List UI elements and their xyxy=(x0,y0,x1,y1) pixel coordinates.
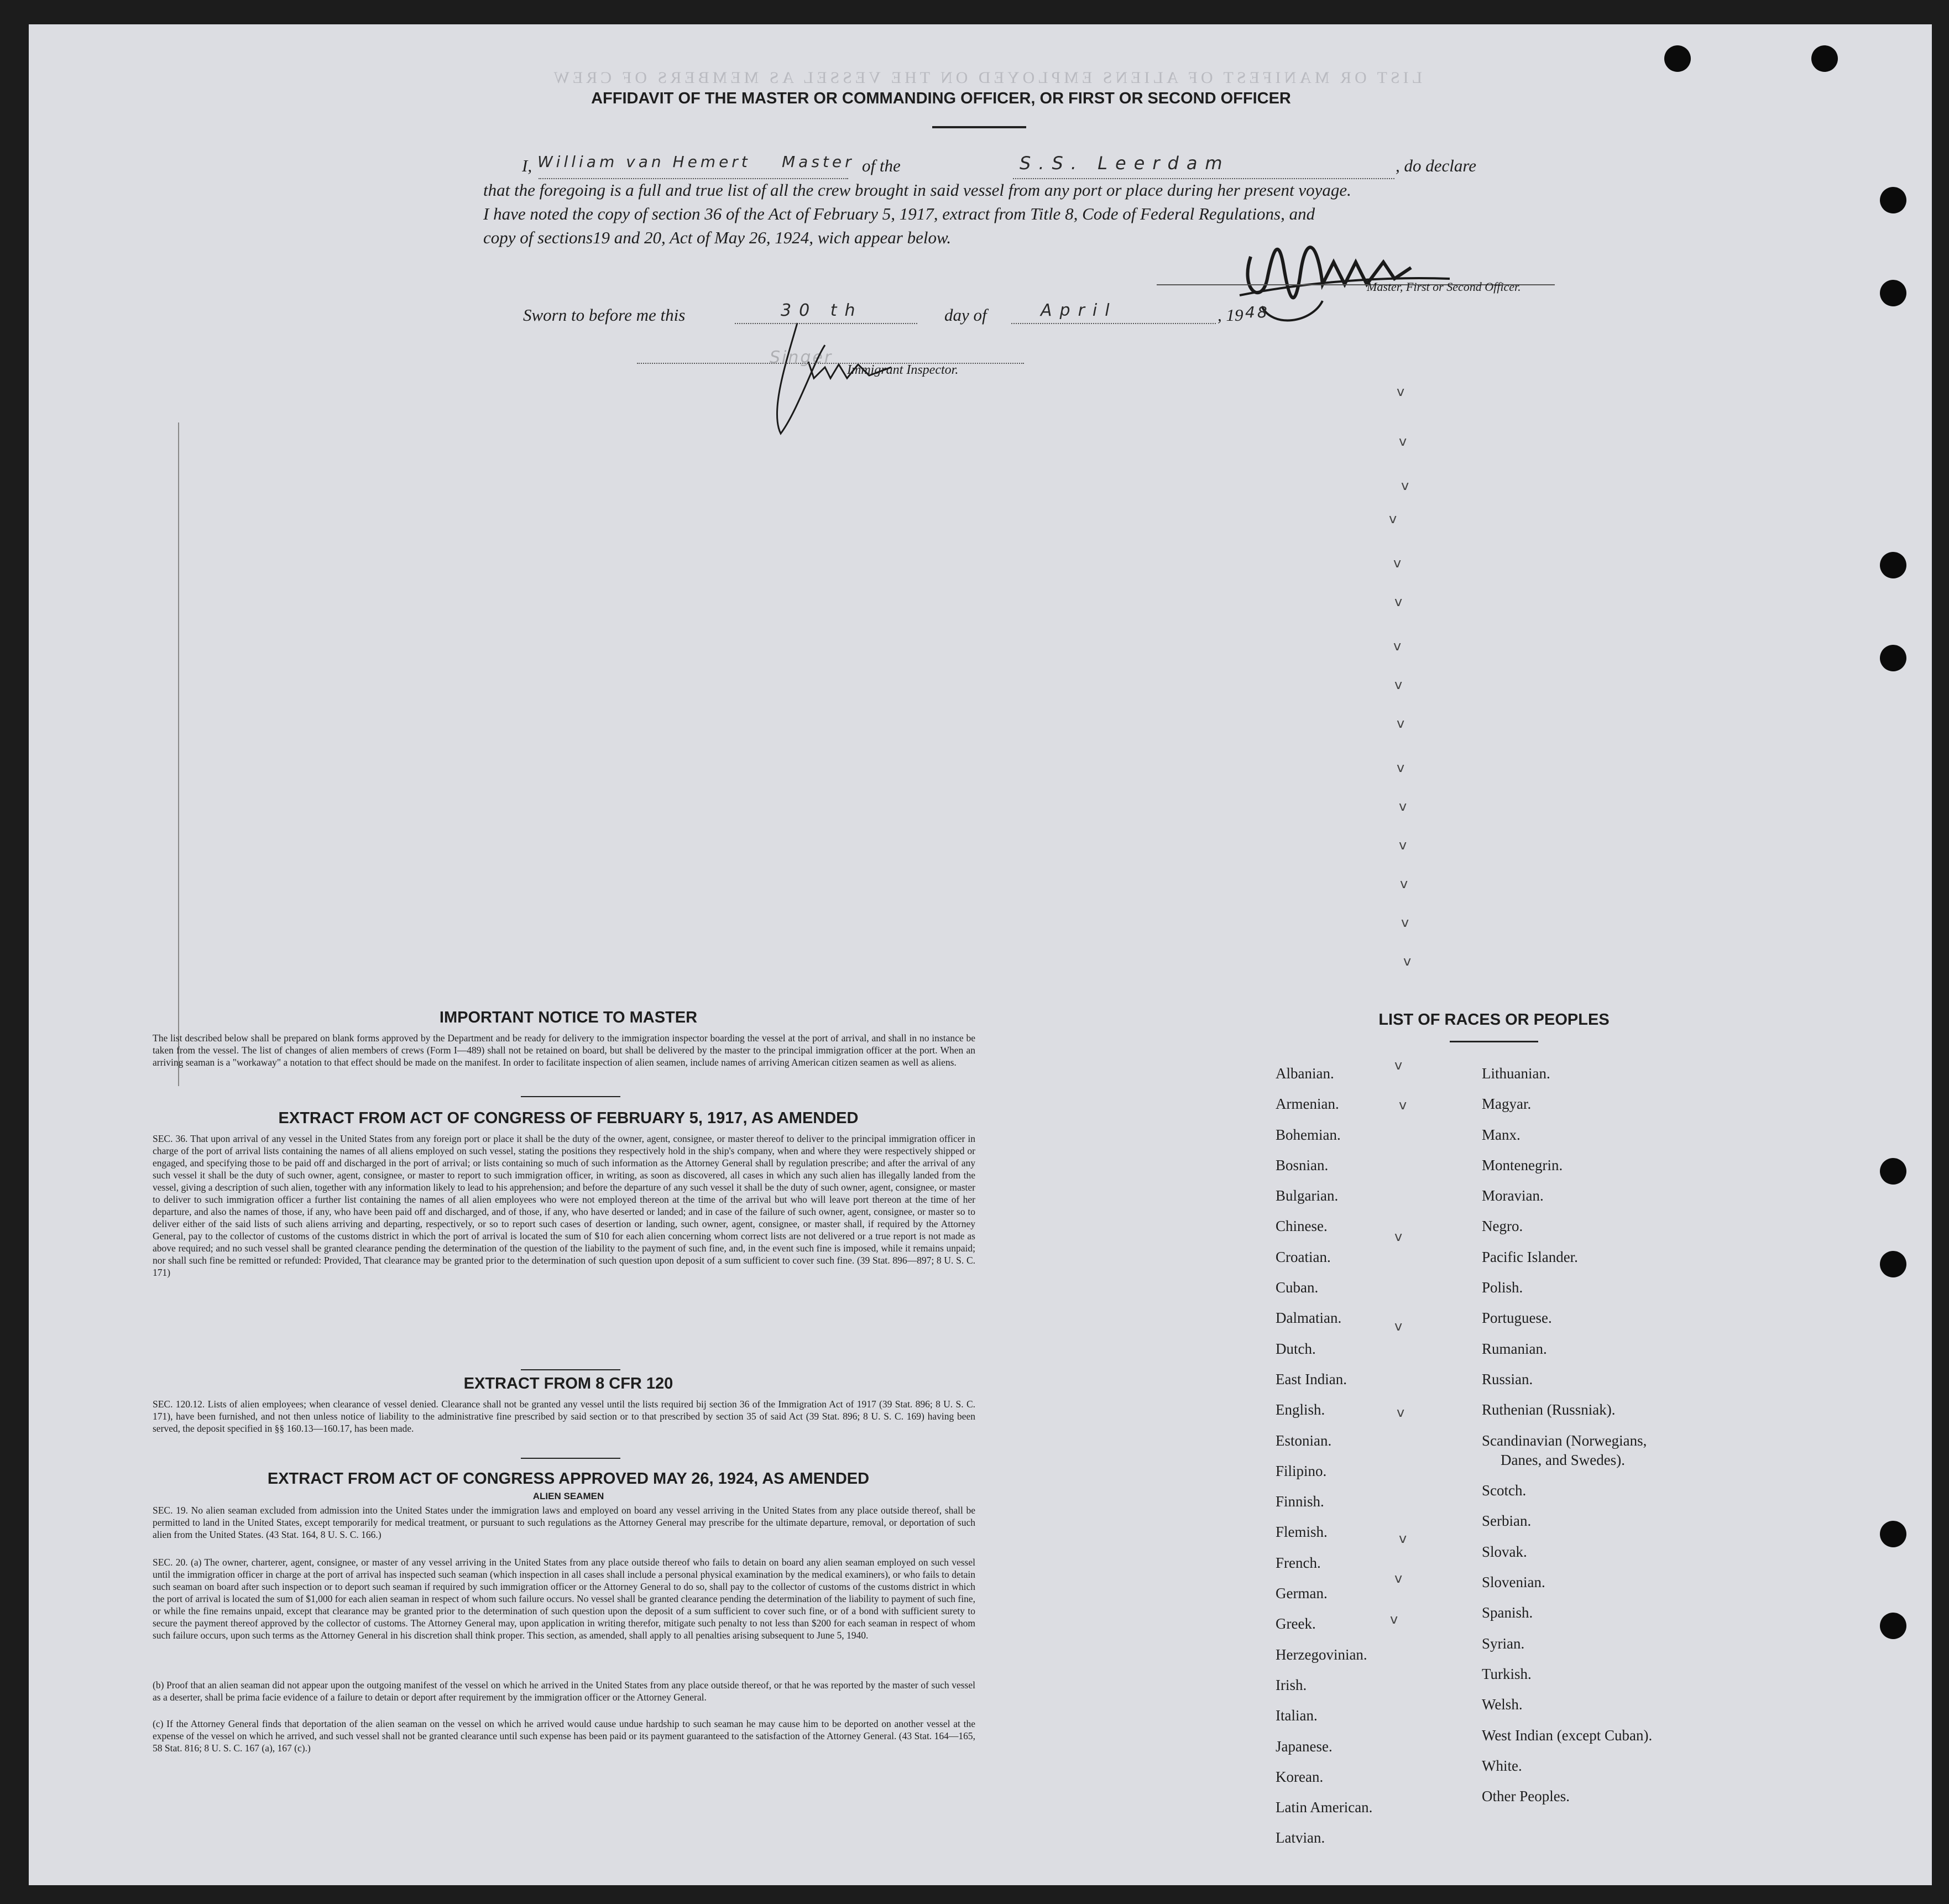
race-item: Greek. xyxy=(1276,1615,1316,1632)
margin-line xyxy=(178,422,179,1086)
race-item: Polish. xyxy=(1482,1279,1523,1296)
race-item: Negro. xyxy=(1482,1218,1523,1235)
affidavit-line-3: I have noted the copy of section 36 of the Act of February 5, 1917, extract from Title 8, Code of Federal Regulations, and xyxy=(483,204,1315,223)
affidavit-title: AFFIDAVIT OF THE MASTER OR COMMANDING OFFICER, OR FIRST OR SECOND OFFICER xyxy=(591,90,1291,107)
check-mark: v xyxy=(1394,1571,1403,1586)
race-item: Japanese. xyxy=(1276,1738,1333,1755)
races-divider xyxy=(1450,1041,1538,1042)
punch-hole xyxy=(1811,45,1838,72)
sworn-year: 48 xyxy=(1245,303,1269,321)
act-1924-title: EXTRACT FROM ACT OF CONGRESS APPROVED MAY 26, 1924, AS AMENDED xyxy=(267,1470,870,1488)
race-item: Herzegovinian. xyxy=(1276,1646,1367,1663)
race-item: Montenegrin. xyxy=(1482,1156,1563,1173)
manifest-page xyxy=(29,24,1932,1885)
notice-divider xyxy=(521,1096,620,1097)
notice-body: The list described below shall be prepared on blank forms approved by the Department and be ready for delivery to the immigration inspector boarding the vessel at the port of arrival, and shall in no instance be taken from the vessel. The list of changes of alien members of crews (Form I—489) shall not be retained on board, but shall be delivered by the master to the principal immigration officer at the port. When an arriving seaman is a "workaway" a notation to that effect should be made on the manifest. In order to facilitate inspection of alien seamen, include names of arriving American citizen seamen as well as aliens. xyxy=(153,1032,975,1068)
race-item: Welsh. xyxy=(1482,1696,1523,1713)
check-mark: v xyxy=(1394,594,1403,609)
race-item: Other Peoples. xyxy=(1482,1788,1570,1805)
race-item: Latvian. xyxy=(1276,1829,1325,1846)
race-item: Pacific Islander. xyxy=(1482,1248,1578,1265)
race-item: Dalmatian. xyxy=(1276,1310,1342,1327)
act-1924-sec20c: (c) If the Attorney General finds that deportation of the alien seaman on the vessel on which he arrived would cause undue hardship to such seaman he may cause him to be deported on another vessel at the expense of the vessel on which he arrived, and such vessel shall not be granted clearance until such expense has been paid or its payment guaranteed to the satisfaction of the Attorney General. (43 Stat. 164—165, 58 Stat. 816; 8 U. S. C. 167 (a), 167 (c).) xyxy=(153,1718,975,1754)
races-title: LIST OF RACES OR PEOPLES xyxy=(1378,1011,1610,1029)
title-divider xyxy=(932,126,1026,128)
cfr-title: EXTRACT FROM 8 CFR 120 xyxy=(463,1375,673,1392)
affidavit-line-4: copy of sections19 and 20, Act of May 26, 1924, wich appear below. xyxy=(483,228,952,247)
check-mark: v xyxy=(1393,555,1402,571)
check-mark: v xyxy=(1399,434,1407,449)
officer-name: William van Hemert xyxy=(537,153,751,171)
act-1917-divider xyxy=(521,1369,620,1370)
race-item: Irish. xyxy=(1276,1676,1307,1693)
race-item: East Indian. xyxy=(1276,1370,1347,1387)
signature-caption: Master, First or Second Officer. xyxy=(1367,280,1521,294)
race-item: Portuguese. xyxy=(1482,1310,1552,1327)
sworn-label: Sworn to before me this xyxy=(523,305,686,325)
show-through-text: LIST OR MANIFEST OF ALIENS EMPLOYED ON THE VESSEL AS MEMBERS OF CREW xyxy=(550,69,1422,87)
check-mark: v xyxy=(1397,716,1405,731)
check-mark: v xyxy=(1399,1531,1407,1546)
affidavit-line-2: that the foregoing is a full and true list of all the crew brought in said vessel from any port or place during her present voyage. xyxy=(483,180,1351,200)
race-item: Dutch. xyxy=(1276,1340,1316,1357)
races-column-1 xyxy=(1276,1058,1372,1854)
race-item: Slovenian. xyxy=(1482,1574,1545,1591)
inspector-caption: Immigrant Inspector. xyxy=(847,363,959,377)
race-item: Turkish. xyxy=(1482,1665,1532,1682)
race-item: Bohemian. xyxy=(1276,1126,1341,1143)
race-item: Spanish. xyxy=(1482,1604,1533,1621)
race-item: Flemish. xyxy=(1276,1524,1328,1541)
race-item: Croatian. xyxy=(1276,1248,1331,1265)
race-item: Cuban. xyxy=(1276,1279,1319,1296)
check-mark: v xyxy=(1394,1318,1403,1334)
declarant-prefix: I, xyxy=(522,156,532,175)
check-mark: v xyxy=(1400,876,1408,891)
month-blank xyxy=(1011,323,1216,324)
race-item: Estonian. xyxy=(1276,1432,1332,1449)
punch-hole xyxy=(1880,552,1906,578)
race-item: Serbian. xyxy=(1482,1512,1532,1530)
cfr-divider xyxy=(521,1458,620,1459)
check-mark: v xyxy=(1394,1229,1403,1244)
race-item: Chinese. xyxy=(1276,1218,1328,1235)
cfr-body: SEC. 120.12. Lists of alien employees; when clearance of vessel denied. Clearance shall not be granted any vessel until the lists required bij section 36 of the Immigration Act of 1917 (39 Stat. 896; 8 U. S. C. 171), have been furnished, and not then unless notice of liability to the administrative fine prescribed by said section or to that prescribed by section 35 of said Act (39 Stat. 896; 8 U. S. C. 169) having been served, the deposit specified in §§ 160.13—160.17, has been made. xyxy=(153,1399,975,1434)
race-item: Bulgarian. xyxy=(1276,1187,1339,1204)
race-item: Slovak. xyxy=(1482,1543,1527,1560)
inspector-signature-text: Singer xyxy=(770,348,833,367)
punch-hole xyxy=(1664,45,1691,72)
check-mark: v xyxy=(1397,1405,1405,1420)
act-1917-body: SEC. 36. That upon arrival of any vessel in the United States from any foreign port or place it shall be the duty of the owner, agent, consignee, or master thereof to deliver to the principal immigration officer in charge of the port of arrival lists containing the names of all aliens employed on such vessel, stating the positions they respectively hold in the ship's company, when and where they were respectively shipped or engaged, and specifying those to be paid off and discharged in the port of arrival; or lists containing so much of such information as the Attorney General shall by regulation prescribe; and after the arrival of any such vessel it shall be the duty of such owner, agent, consignee, or master to report to such immigration officer, in writing, as soon as discovered, all cases in which any such alien has illegally landed from the vessel, giving a description of such alien, together with any information likely to lead to his apprehension; and before the departure of any such vessel it shall be the duty of such owner, agent, consignee, or master to deliver to such immigration officer a further list containing the names of all alien employees who were not employed thereon at the time of the arrival but who will leave port thereon at the time of her departure, and also the names of those, if any, who have been paid off and discharged, and of those, if any, who have deserted or landed; and in case of the failure of such owner, agent, consignee, or master so to deliver either of the said lists of such aliens arriving and departing, respectively, or so to report such cases of desertion or landing, such owner, agent, consignee, or master shall, if required by the Attorney General, pay to the collector of customs of the customs district in which the port of arrival is located the sum of $10 for each alien concerning whom correct lists are not delivered or a true report is not made as above required; and no such vessel shall be granted clearance pending the determination of the question of the liability to the payment of such fine, and, in the event such fine is imposed, while it remains unpaid; nor shall such fine be remitted or refunded: Provided, That clearance may be granted prior to the determination of such question upon deposit of a sum sufficient to cover such fine. (39 Stat. 896—897; 8 U. S. C. 171) xyxy=(153,1133,975,1278)
punch-hole xyxy=(1880,1613,1906,1639)
officer-rank: Master xyxy=(782,153,855,171)
affidavit-line-1 xyxy=(522,153,1760,184)
year-prefix: , 19 xyxy=(1218,305,1243,325)
check-mark: v xyxy=(1399,1097,1407,1113)
punch-hole xyxy=(1880,1521,1906,1547)
race-item: Rumanian. xyxy=(1482,1340,1547,1357)
vessel-blank xyxy=(1013,178,1394,179)
races-column-2 xyxy=(1482,1058,1652,1812)
sworn-day: 30 th xyxy=(781,301,863,320)
race-item: Korean. xyxy=(1276,1768,1324,1785)
punch-hole xyxy=(1880,187,1906,213)
race-item: Finnish. xyxy=(1276,1493,1324,1510)
race-item: Albanian. xyxy=(1276,1065,1334,1082)
vessel-name: S.S. Leerdam xyxy=(1020,153,1230,174)
race-item: Danes, and Swedes). xyxy=(1501,1451,1625,1468)
punch-hole xyxy=(1880,280,1906,306)
check-mark: v xyxy=(1401,915,1409,930)
race-item: Bosnian. xyxy=(1276,1156,1329,1173)
check-mark: v xyxy=(1397,384,1405,399)
check-mark: v xyxy=(1403,953,1412,969)
race-item: Manx. xyxy=(1482,1126,1520,1143)
race-item: Italian. xyxy=(1276,1707,1318,1724)
race-item: French. xyxy=(1276,1554,1321,1571)
act-1924-sec20a: SEC. 20. (a) The owner, charterer, agent, consignee, or master of any vessel arriving in the United States from any place outside thereof who fails to detain on board any alien seaman employed on such vessel until the immigration officer in charge at the port of arrival has inspected such seaman (which inspection in all cases shall include a personal physical examination by the medical examiners), or who fails to detain such seaman on board after such inspection or to deport such seaman if required by such immigration officer or the Attorney General to do so, shall pay to the collector of customs of the customs district in which the port of arrival is located the sum of $1,000 for each alien seaman in respect of whom such failure occurs. No vessel shall be granted clearance pending the determination of the liability to payment of such fine, or while the fine remains unpaid, except that clearance may be granted prior to the determination of such question upon the deposit of a sum sufficient to cover such fine, or of a bond with sufficient surety to secure the payment thereof approved by the collector of customs. The Attorney General may, upon application in writing therefor, mitigate such penalty to not less than $200 for each seaman in respect of whom such failure occurs, upon such terms as the Attorney General in his discretion shall think proper. This section, as amended, shall apply to all penalties arising subsequent to June 5, 1940. xyxy=(153,1557,975,1641)
race-item: Latin American. xyxy=(1276,1799,1373,1816)
check-mark: v xyxy=(1397,760,1405,775)
race-item: Syrian. xyxy=(1482,1635,1525,1652)
act-1924-subtitle: ALIEN SEAMEN xyxy=(532,1491,604,1501)
declare-label: , do declare xyxy=(1396,156,1477,175)
race-item: Scandinavian (Norwegians, xyxy=(1482,1432,1647,1449)
check-mark: v xyxy=(1401,478,1409,493)
punch-hole xyxy=(1880,1158,1906,1185)
inspector-signature xyxy=(748,312,913,445)
notice-title: IMPORTANT NOTICE TO MASTER xyxy=(439,1009,698,1026)
race-item: Moravian. xyxy=(1482,1187,1544,1204)
race-item: White. xyxy=(1482,1757,1522,1774)
check-mark: v xyxy=(1393,638,1402,654)
punch-hole xyxy=(1880,1251,1906,1277)
sworn-month: April xyxy=(1041,301,1117,320)
day-of-label: day of xyxy=(944,305,987,325)
punch-hole xyxy=(1880,645,1906,671)
race-item: Armenian. xyxy=(1276,1096,1339,1113)
race-item: Lithuanian. xyxy=(1482,1065,1550,1082)
race-item: Russian. xyxy=(1482,1370,1533,1387)
check-mark: v xyxy=(1389,511,1397,526)
check-mark: v xyxy=(1394,677,1403,692)
inspector-blank xyxy=(637,363,1024,364)
race-item: German. xyxy=(1276,1585,1328,1602)
race-item: Magyar. xyxy=(1482,1096,1532,1113)
race-item: West Indian (except Cuban). xyxy=(1482,1726,1653,1744)
race-item: Scotch. xyxy=(1482,1482,1527,1499)
act-1924-sec20b: (b) Proof that an alien seaman did not appear upon the outgoing manifest of the vessel on which he arrived in the United States from any place outside thereof, or that he was reported by the master of such vessel as a deserter, shall be prima facie evidence of a failure to detain or deport after requirement by the immigration officer or the Attorney General. xyxy=(153,1679,975,1703)
of-the-label: of the xyxy=(862,156,901,175)
check-mark: v xyxy=(1399,799,1407,814)
act-1917-title: EXTRACT FROM ACT OF CONGRESS OF FEBRUARY 5, 1917, AS AMENDED xyxy=(278,1109,859,1127)
race-item: Ruthenian (Russniak). xyxy=(1482,1401,1616,1418)
race-item: English. xyxy=(1276,1401,1325,1418)
check-mark: v xyxy=(1394,1057,1403,1073)
race-item: Filipino. xyxy=(1276,1462,1327,1479)
act-1924-sec19: SEC. 19. No alien seaman excluded from admission into the United States under the immigration laws and employed on board any vessel arriving in the United States from any place outside thereof, shall be permitted to land in the United States, except temporarily for medical treatment, or pursuant to such regulations as the Attorney General may prescribe for the ultimate departure, removal, or deportation of such alien from the United States. (43 Stat. 164, 8 U. S. C. 166.) xyxy=(153,1505,975,1540)
name-blank xyxy=(539,178,848,179)
check-mark: v xyxy=(1390,1611,1398,1627)
check-mark: v xyxy=(1399,837,1407,853)
